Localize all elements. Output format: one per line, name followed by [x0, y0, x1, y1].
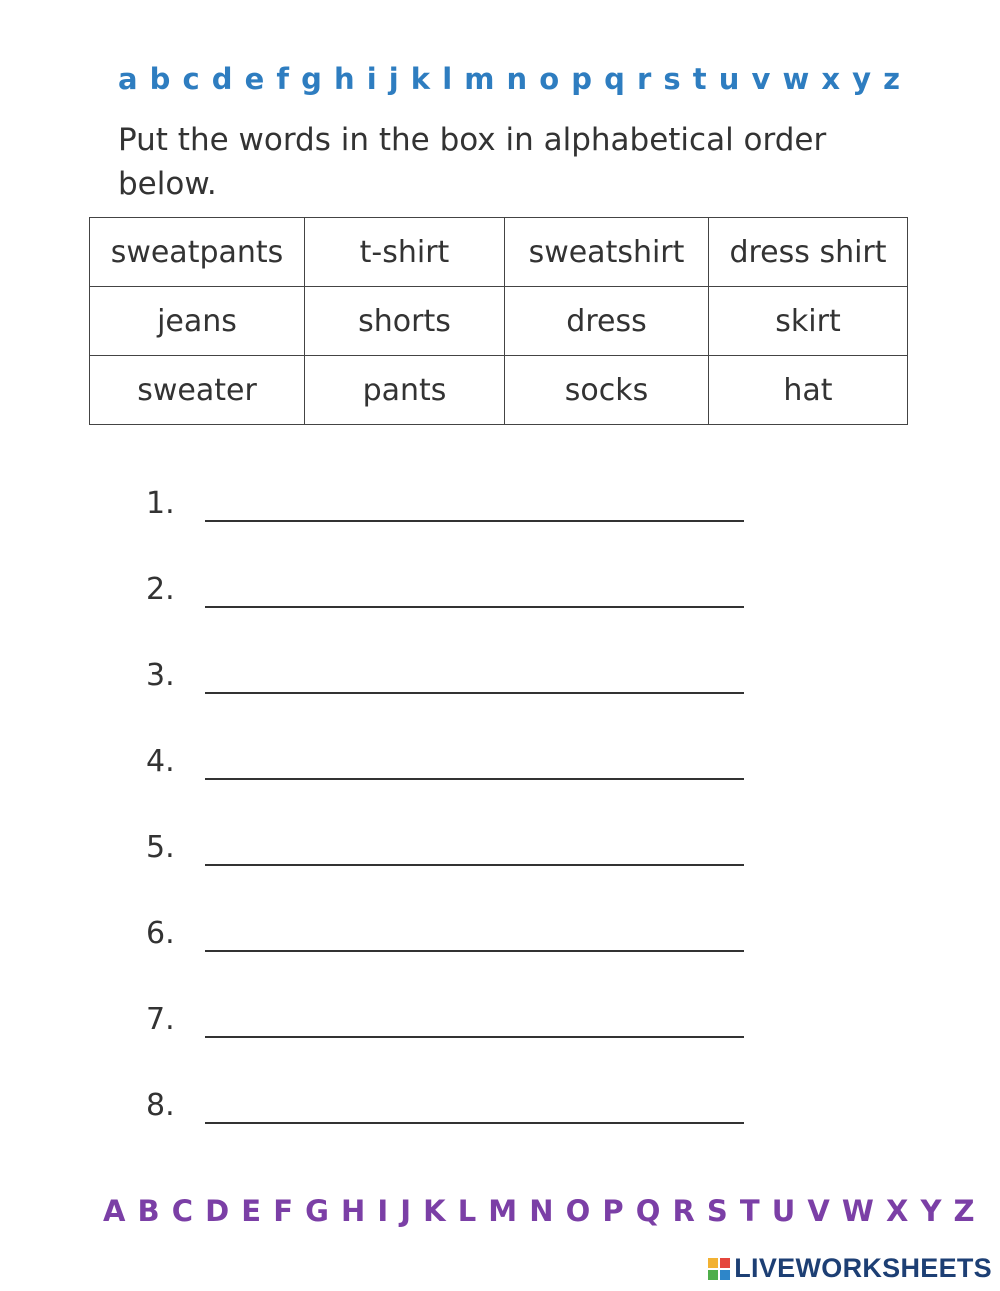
answer-blank-2[interactable]: [205, 606, 744, 608]
word-cell: skirt: [709, 287, 908, 356]
word-cell: pants: [305, 356, 505, 425]
uppercase-alphabet: A B C D E F G H I J K L M N O P Q R S T U V W X Y Z: [103, 1194, 976, 1228]
answer-blank-7[interactable]: [205, 1036, 744, 1038]
instructions-text: Put the words in the box in alphabetical order below.: [118, 122, 827, 202]
answer-number: 7.: [146, 1002, 175, 1037]
word-cell: sweatshirt: [505, 218, 709, 287]
word-cell: socks: [505, 356, 709, 425]
word-cell: dress shirt: [709, 218, 908, 287]
brand-text: LIVEWORKSHEETS: [734, 1253, 992, 1283]
word-box-row: [90, 287, 908, 356]
answer-blank-1[interactable]: [205, 520, 744, 522]
answer-number: 8.: [146, 1088, 175, 1123]
answer-blank-8[interactable]: [205, 1122, 744, 1124]
answer-blank-4[interactable]: [205, 778, 744, 780]
liveworksheets-logo: [708, 1253, 992, 1284]
answer-blank-3[interactable]: [205, 692, 744, 694]
answer-number: 5.: [146, 830, 175, 865]
answer-number: 4.: [146, 744, 175, 779]
lowercase-alphabet: a b c d e f g h i j k l m n o p q r s t u v w x y z: [118, 62, 901, 96]
word-cell: dress: [505, 287, 709, 356]
answer-blank-6[interactable]: [205, 950, 744, 952]
word-cell: sweatpants: [90, 218, 305, 287]
liveworksheets-logo-icon: [708, 1258, 730, 1280]
word-cell: t-shirt: [305, 218, 505, 287]
answer-number: 2.: [146, 572, 175, 607]
word-cell: hat: [709, 356, 908, 425]
word-cell: sweater: [90, 356, 305, 425]
answer-blank-5[interactable]: [205, 864, 744, 866]
answer-number: 1.: [146, 486, 175, 521]
word-box-table: [89, 217, 908, 425]
answer-number: 3.: [146, 658, 175, 693]
word-box-row: [90, 356, 908, 425]
word-cell: shorts: [305, 287, 505, 356]
word-cell: jeans: [90, 287, 305, 356]
answer-number: 6.: [146, 916, 175, 951]
word-box-row: [90, 218, 908, 287]
